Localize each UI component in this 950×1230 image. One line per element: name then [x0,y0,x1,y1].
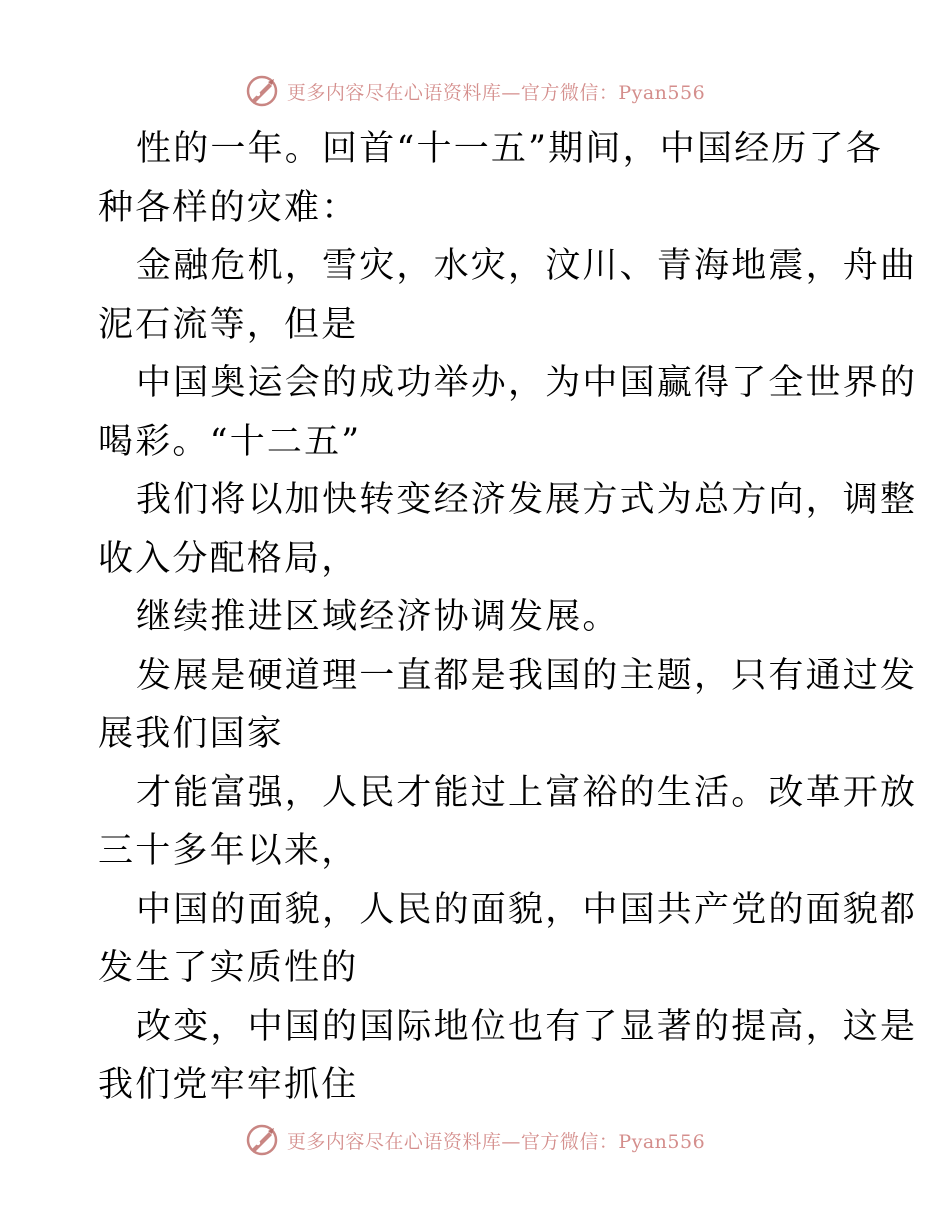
text-line: 我们党牢牢抓住 [98,1065,359,1105]
watermark-text: 更多内容尽在心语资料库—官方微信：Pyan556 [286,81,706,104]
text-line: 种各样的灾难： [98,187,359,228]
text-line: 发展是硬道理一直都是我国的主题，只有通过发 [136,655,918,696]
watermark-text: 更多内容尽在心语资料库—官方微信：Pyan556 [286,1130,706,1153]
text-line: 性的一年。回首“十一五”期间，中国经历了各 [136,129,883,169]
text-line: 我们将以加快转变经济发展方式为总方向，调整 [136,480,918,520]
text-line: 中国的面貌，人民的面貌，中国共产党的面貌都 [136,889,918,930]
text-line: 喝彩。“十二五” [98,421,362,462]
quill-pen-logo-icon [245,1123,279,1157]
text-line: 金融危机，雪灾，水灾，汶川、青海地震，舟曲 [136,246,918,286]
quill-pen-logo-icon [245,74,279,108]
text-line: 中国奥运会的成功举办，为中国赢得了全世界的 [136,363,918,403]
document-body [98,120,918,1115]
text-line: 三十多年以来， [98,831,359,871]
watermark-group [245,74,705,108]
text-line: 才能富强，人民才能过上富裕的生活。改革开放 [136,772,918,813]
text-line: 发生了实质性的 [98,948,359,988]
footer-watermark [0,1120,950,1160]
text-line: 泥石流等，但是 [98,304,359,345]
text-line: 改变，中国的国际地位也有了显著的提高，这是 [136,1006,918,1047]
text-line: 收入分配格局， [98,538,359,579]
text-line: 展我们国家 [98,714,285,754]
text-line: 继续推进区域经济协调发展。 [136,597,620,637]
header-watermark [0,71,950,111]
watermark-group [245,1123,705,1157]
